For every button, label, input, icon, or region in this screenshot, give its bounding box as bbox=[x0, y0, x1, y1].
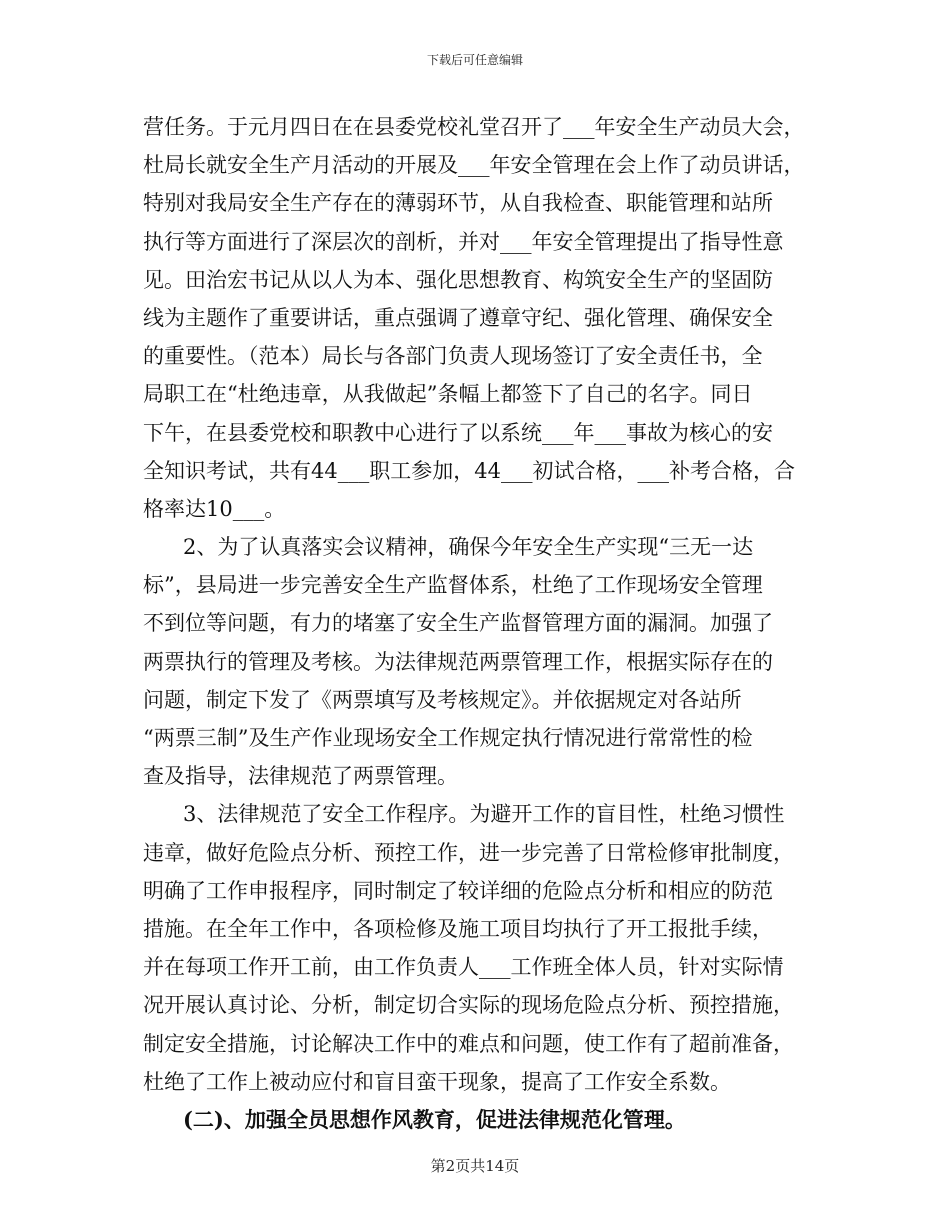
text-line: 的重要性。（范本）局长与各部门负责人现场签订了安全责任书，全 bbox=[143, 344, 763, 369]
text-line: 查及指导，法律规范了两票管理。 bbox=[143, 764, 458, 789]
text-line: 杜绝了工作上被动应付和盲目蛮干现象，提高了工作安全系数。 bbox=[143, 1069, 731, 1094]
page-header: 下载后可任意编辑 bbox=[426, 53, 523, 67]
text-line: 执行等方面进行了深层次的剖析，并对___年安全管理提出了指导性意 bbox=[143, 229, 784, 254]
text-line: 下午，在县委党校和职教中心进行了以系统___年___事故为核心的安 bbox=[143, 420, 773, 445]
text-line: 局职工在“杜绝违章，从我做起”条幅上都签下了自己的名字。同日 bbox=[143, 382, 753, 407]
text-line: 问题，制定下发了《两票填写及考核规定》。并依据规定对各站所 bbox=[143, 687, 742, 712]
text-line: “两票三制”及生产作业现场安全工作规定执行情况进行常常性的检 bbox=[143, 726, 753, 750]
text-line: 全知识考试，共有44___职工参加，44___初试合格，___补考合格，合 bbox=[143, 458, 795, 483]
text-line: 并在每项工作开工前，由工作负责人___工作班全体人员，针对实际情 bbox=[143, 955, 784, 980]
text-line: 见。田治宏书记从以人为本、强化思想教育、构筑安全生产的坚固防 bbox=[143, 267, 773, 292]
text-line: 营任务。于元月四日在在县委党校礼堂召开了___年安全生产动员大会， bbox=[143, 115, 805, 139]
text-line: 标”，县局进一步完善安全生产监督体系，杜绝了工作现场安全管理 bbox=[143, 573, 763, 598]
text-line: 格率达10___。 bbox=[143, 496, 286, 521]
section-heading: (二)、加强全员思想作风教育，促进法律规范化管理。 bbox=[183, 1106, 686, 1132]
text-line: 2、为了认真落实会议精神，确保今年安全生产实现“三无一达 bbox=[183, 535, 754, 560]
page-footer: 第2页共14页 bbox=[430, 1157, 520, 1175]
text-line: 制定安全措施，讨论解决工作中的难点和问题，使工作有了超前准备， bbox=[143, 1031, 794, 1056]
text-line: 线为主题作了重要讲话，重点强调了遵章守纪、强化管理、确保安全 bbox=[143, 305, 773, 330]
text-line: 不到位等问题，有力的堵塞了安全生产监督管理方面的漏洞。加强了 bbox=[143, 611, 773, 636]
text-line: 况开展认真讨论、分析，制定切合实际的现场危险点分析、预控措施， bbox=[143, 993, 794, 1018]
text-line: 3、法律规范了安全工作程序。为避开工作的盲目性，杜绝习惯性 bbox=[183, 802, 785, 827]
document-body bbox=[143, 108, 813, 1139]
text-line: 明确了工作申报程序，同时制定了较详细的危险点分析和相应的防范 bbox=[143, 878, 773, 903]
text-line: 违章，做好危险点分析、预控工作，进一步完善了日常检修审批制度， bbox=[143, 840, 794, 865]
text-line: 措施。在全年工作中，各项检修及施工项目均执行了开工报批手续， bbox=[143, 916, 773, 941]
text-line: 特别对我局安全生产存在的薄弱环节，从自我检查、职能管理和站所 bbox=[143, 191, 773, 216]
text-line: 杜局长就安全生产月活动的开展及___年安全管理在会上作了动员讲话， bbox=[143, 153, 805, 178]
text-line: 两票执行的管理及考核。为法律规范两票管理工作，根据实际存在的 bbox=[143, 649, 773, 674]
